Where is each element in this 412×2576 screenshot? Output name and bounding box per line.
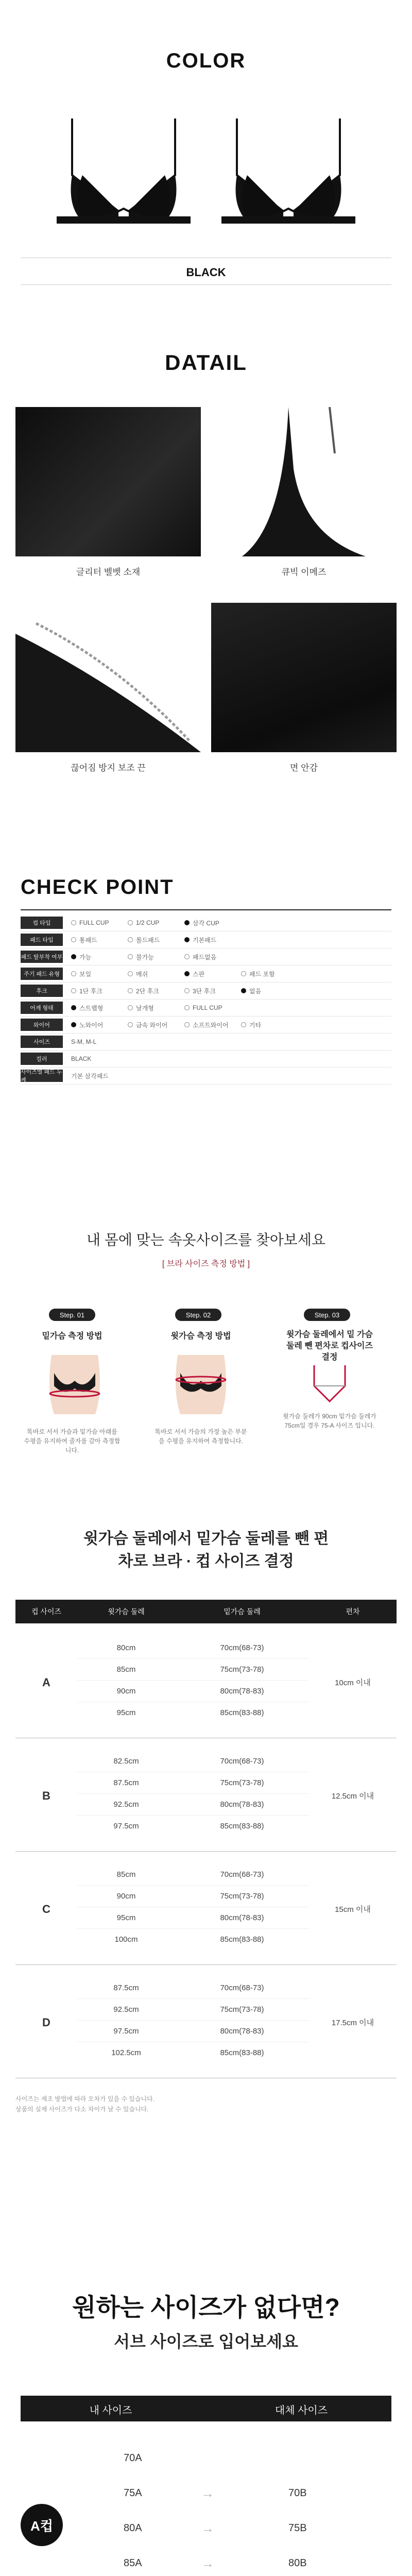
row-divider — [77, 2020, 309, 2021]
radio-checked-icon — [71, 1022, 76, 1027]
radio-checked-icon — [241, 988, 246, 993]
cup-letter: B — [42, 1789, 50, 1802]
row-divider — [77, 1885, 309, 1886]
detail-caption-4: 면 안감 — [290, 763, 318, 773]
checkpoint-option-label: 없음 — [249, 987, 262, 995]
detail-photo-strap — [15, 603, 201, 752]
checkpoint-option — [71, 970, 128, 978]
detail-title: DATAIL — [165, 350, 247, 375]
radio-unchecked-icon — [128, 954, 133, 959]
checkpoint-label: 와이어 — [21, 1019, 63, 1031]
checkpoint-option — [128, 919, 184, 926]
checkpoint-option — [184, 1021, 241, 1029]
checkpoint-label: 주기 패드 유형 — [21, 968, 63, 980]
cup-table-title: 윗가슴 둘레에서 밑가슴 둘레를 뺀 편차로 브라 · 컵 사이즈 결정 — [83, 1530, 329, 1570]
radio-unchecked-icon — [241, 1022, 246, 1027]
top-bust-cell: 95cm — [116, 1913, 136, 1922]
checkpoint-option — [184, 936, 241, 944]
radio-unchecked-icon — [71, 920, 76, 925]
checkpoint-option — [128, 936, 184, 944]
top-bust-cell: 92.5cm — [113, 2005, 139, 2014]
sister-title: 원하는 사이즈가 없다면? — [72, 2294, 340, 2321]
checkpoint-option — [241, 1021, 298, 1029]
diff-cell: 12.5cm 이내 — [331, 1792, 374, 1801]
bra-product-image-front — [52, 113, 196, 232]
checkpoint-label: 패드 탈부착 여부 — [21, 951, 63, 963]
radio-unchecked-icon — [128, 1022, 133, 1027]
arrow-right-icon: → — [201, 2485, 214, 2501]
checkpoint-option-label: FULL CUP — [193, 1004, 222, 1011]
underbust-illustration — [41, 1350, 108, 1417]
checkpoint-option-label: 노와이어 — [79, 1021, 104, 1029]
checkpoint-option — [184, 919, 241, 927]
radio-unchecked-icon — [71, 937, 76, 942]
under-bust-cell: 85cm(83-88) — [220, 1708, 264, 1717]
detail-photo-fabric — [15, 407, 201, 556]
row-divider — [77, 1815, 309, 1816]
checkpoint-option-label: 1단 후크 — [79, 987, 102, 995]
cup-table-header-cell: 밑가슴 둘레 — [224, 1607, 261, 1616]
cup-table-header-cell: 윗가슴 둘레 — [108, 1607, 145, 1616]
radio-unchecked-icon — [241, 971, 246, 976]
cup-table-note: 상품의 실제 사이즈가 다소 차이가 날 수 있습니다. — [15, 2106, 149, 2113]
step-heading-3: 윗가슴 둘레에서 밑 가슴 둘레 뺀 편차로 컵사이즈 결정 — [286, 1330, 373, 1362]
row-divider — [77, 1658, 309, 1659]
alt-size-cell: 70B — [288, 2487, 307, 2499]
detail-photo-cubic — [211, 407, 397, 556]
radio-unchecked-icon — [128, 988, 133, 993]
step-heading-1: 밑가슴 측정 방법 — [42, 1332, 102, 1341]
checkpoint-label: 컵 타입 — [21, 917, 63, 929]
top-bust-cell: 82.5cm — [113, 1757, 139, 1766]
sister-header-mine: 내 사이즈 — [89, 2405, 132, 2416]
step-badge-1: Step. 01 — [49, 1309, 95, 1321]
radio-unchecked-icon — [184, 954, 190, 959]
checkpoint-option-label: 3단 후크 — [193, 987, 216, 995]
row-divider — [77, 1928, 309, 1929]
checkpoint-row — [21, 1016, 391, 1033]
row-divider — [77, 1680, 309, 1681]
radio-unchecked-icon — [128, 1005, 133, 1010]
detail-photo-lining — [211, 603, 397, 752]
my-size-cell: 70A — [124, 2452, 142, 2464]
under-bust-cell: 75cm(73-78) — [220, 2005, 264, 2014]
checkpoint-row — [21, 999, 391, 1016]
checkpoint-option-label: 통패드 — [79, 936, 97, 944]
color-title: COLOR — [166, 49, 246, 72]
group-divider — [15, 1851, 397, 1852]
checkpoint-option — [184, 970, 241, 978]
top-bust-cell: 100cm — [114, 1935, 138, 1944]
cup-table-header-cell: 컵 사이즈 — [31, 1607, 61, 1616]
top-bust-cell: 80cm — [116, 1643, 136, 1652]
detail-caption-3: 끊어짐 방지 보조 끈 — [71, 763, 146, 773]
diff-cell: 10cm 이내 — [335, 1679, 371, 1687]
under-bust-cell: 75cm(73-78) — [220, 1892, 264, 1901]
radio-unchecked-icon — [184, 1005, 190, 1010]
checkpoint-option — [128, 1021, 184, 1029]
radio-unchecked-icon — [71, 971, 76, 976]
radio-unchecked-icon — [184, 988, 190, 993]
checkpoint-label: 컬러 — [21, 1053, 63, 1065]
checkpoint-label: 사이즈 — [21, 1036, 63, 1048]
step-desc-1: 똑바로 서서 가슴과 밑가슴 아래를 수평을 유지하여 줄자를 감아 측정합니다. — [24, 1428, 121, 1454]
divider — [21, 284, 391, 285]
cup-badge: A컵 — [21, 2504, 63, 2546]
checkpoint-value: S-M, M-L — [71, 1038, 97, 1045]
top-bust-cell: 87.5cm — [113, 1984, 139, 1992]
overbust-illustration — [167, 1350, 234, 1417]
under-bust-cell: 70cm(68-73) — [220, 1757, 264, 1766]
diff-cell: 17.5cm 이내 — [331, 2019, 374, 2027]
under-bust-cell: 85cm(83-88) — [220, 1935, 264, 1944]
radio-unchecked-icon — [128, 920, 133, 925]
radio-checked-icon — [71, 1005, 76, 1010]
checkpoint-option-label: 삼각 CUP — [193, 919, 219, 927]
alt-size-cell: 80B — [288, 2557, 307, 2569]
checkpoint-option-label: 불가능 — [136, 953, 154, 961]
checkpoint-label: 후크 — [21, 985, 63, 997]
cup-table-note: 사이즈는 제조 방법에 따라 오차가 있을 수 있습니다. — [15, 2095, 155, 2103]
radio-checked-icon — [184, 920, 190, 925]
checkpoint-option-label: FULL CUP — [79, 919, 109, 926]
checkpoint-row — [21, 1050, 391, 1067]
arrow-right-icon: → — [201, 2520, 214, 2536]
top-bust-cell: 95cm — [116, 1708, 136, 1717]
checkpoint-option-label: 몰드패드 — [136, 936, 160, 944]
under-bust-cell: 70cm(68-73) — [220, 1870, 264, 1879]
checkpoint-label: 어깨 형태 — [21, 1002, 63, 1014]
checkpoint-option — [184, 987, 241, 995]
checkpoint-value: 기본 삼각패드 — [71, 1072, 109, 1080]
checkpoint-option — [71, 953, 128, 961]
my-size-cell: 80A — [124, 2522, 142, 2534]
top-bust-cell: 97.5cm — [113, 2027, 139, 2036]
top-bust-cell: 97.5cm — [113, 1822, 139, 1831]
detail-caption-2: 큐빅 이메즈 — [281, 567, 327, 577]
under-bust-cell: 75cm(73-78) — [220, 1778, 264, 1787]
checkpoint-option — [71, 1004, 128, 1012]
cup-decision-illustration — [309, 1360, 350, 1406]
checkpoint-option-label: 금속 와이어 — [136, 1021, 168, 1029]
color-name: BLACK — [186, 266, 226, 279]
under-bust-cell: 85cm(83-88) — [220, 1822, 264, 1831]
checkpoint-option — [71, 936, 128, 944]
top-bust-cell: 85cm — [116, 1870, 136, 1879]
checkpoint-row — [21, 1033, 391, 1050]
checkpoint-option — [128, 987, 184, 995]
measure-title: 내 몸에 맞는 속옷사이즈를 찾아보세요 — [87, 1232, 325, 1248]
row-divider — [77, 1793, 309, 1794]
under-bust-cell: 75cm(73-78) — [220, 1665, 264, 1674]
checkpoint-option — [71, 919, 128, 926]
arrow-right-icon: → — [201, 2555, 214, 2571]
top-bust-cell: 102.5cm — [111, 2048, 141, 2057]
checkpoint-row — [21, 1067, 391, 1084]
under-bust-cell: 85cm(83-88) — [220, 2048, 264, 2057]
checkpoint-option-label: 스트랩형 — [79, 1004, 104, 1012]
under-bust-cell: 80cm(78-83) — [220, 1913, 264, 1922]
bra-product-image-back — [216, 113, 360, 232]
top-bust-cell: 87.5cm — [113, 1778, 139, 1787]
checkpoint-table — [21, 914, 391, 1084]
alt-size-cell: 75B — [288, 2522, 307, 2534]
checkpoint-option — [184, 953, 241, 961]
checkpoint-option-label: 패드없음 — [193, 953, 217, 961]
checkpoint-option-label: 날개형 — [136, 1004, 154, 1012]
checkpoint-option-label: 기타 — [249, 1021, 262, 1029]
checkpoint-option — [241, 987, 298, 995]
top-bust-cell: 92.5cm — [113, 1800, 139, 1809]
radio-unchecked-icon — [128, 971, 133, 976]
under-bust-cell: 80cm(78-83) — [220, 1687, 264, 1696]
under-bust-cell: 80cm(78-83) — [220, 1800, 264, 1809]
sister-subtitle: 서브 사이즈로 입어보세요 — [114, 2332, 298, 2351]
checkpoint-row — [21, 965, 391, 982]
checkpoint-top-border — [21, 909, 391, 910]
cup-table-header-cell: 편차 — [346, 1607, 360, 1616]
checkpoint-option-label: 보일 — [79, 970, 92, 978]
checkpoint-option — [128, 953, 184, 961]
radio-checked-icon — [71, 954, 76, 959]
checkpoint-option — [128, 970, 184, 978]
my-size-cell: 85A — [124, 2557, 142, 2569]
radio-unchecked-icon — [184, 1022, 190, 1027]
detail-caption-1: 글리터 벨벳 소재 — [76, 567, 141, 577]
diff-cell: 15cm 이내 — [335, 1905, 371, 1914]
step-desc-3: 윗가슴 둘레가 90cm 밑가슴 둘레가 75cm일 경우 75-A 사이즈 입니다. — [283, 1413, 376, 1429]
checkpoint-label: 사이즈별 패드 두께 — [21, 1069, 62, 1083]
checkpoint-option — [184, 1004, 241, 1011]
radio-checked-icon — [184, 937, 190, 942]
cup-letter: C — [42, 1903, 50, 1916]
radio-unchecked-icon — [71, 988, 76, 993]
checkpoint-row — [21, 948, 391, 965]
my-size-cell: 75A — [124, 2487, 142, 2499]
checkpoint-label: 패드 타입 — [21, 934, 63, 946]
cup-letter: D — [42, 2016, 50, 2029]
sister-header-alt: 대체 사이즈 — [274, 2405, 328, 2416]
under-bust-cell: 70cm(68-73) — [220, 1643, 264, 1652]
row-divider — [77, 1998, 309, 1999]
step-badge-3: Step. 03 — [304, 1309, 350, 1321]
checkpoint-title: CHECK POINT — [21, 876, 174, 899]
radio-unchecked-icon — [128, 937, 133, 942]
under-bust-cell: 70cm(68-73) — [220, 1984, 264, 1992]
top-bust-cell: 85cm — [116, 1665, 136, 1674]
checkpoint-option-label: 기본패드 — [193, 936, 217, 944]
top-bust-cell: 90cm — [116, 1687, 136, 1696]
checkpoint-option — [71, 987, 128, 995]
under-bust-cell: 80cm(78-83) — [220, 2027, 264, 2036]
checkpoint-value: BLACK — [71, 1055, 92, 1062]
checkpoint-row — [21, 914, 391, 931]
step-heading-2: 윗가슴 측정 방법 — [170, 1332, 231, 1341]
checkpoint-option-label: 2단 후크 — [136, 987, 159, 995]
checkpoint-option — [71, 1021, 128, 1029]
checkpoint-option — [241, 970, 298, 978]
checkpoint-row — [21, 982, 391, 999]
radio-checked-icon — [184, 971, 190, 976]
checkpoint-option-label: 스판 — [193, 970, 205, 978]
step-desc-2: 똑바로 서서 가슴의 가장 높은 부분을 수평을 유지하여 측정합니다. — [154, 1428, 247, 1445]
cup-letter: A — [42, 1676, 50, 1689]
step-badge-2: Step. 02 — [175, 1309, 221, 1321]
checkpoint-option-label: 메쉬 — [136, 970, 148, 978]
measure-subtitle: [ 브라 사이즈 측정 방법 ] — [162, 1260, 250, 1268]
checkpoint-row — [21, 931, 391, 948]
checkpoint-option — [128, 1004, 184, 1012]
checkpoint-option-label: 패드 포함 — [249, 970, 275, 978]
top-bust-cell: 90cm — [116, 1892, 136, 1901]
checkpoint-option-label: 1/2 CUP — [136, 919, 160, 926]
checkpoint-option-label: 소프트와이어 — [193, 1021, 229, 1029]
checkpoint-option-label: 가능 — [79, 953, 92, 961]
group-divider — [15, 1964, 397, 1965]
